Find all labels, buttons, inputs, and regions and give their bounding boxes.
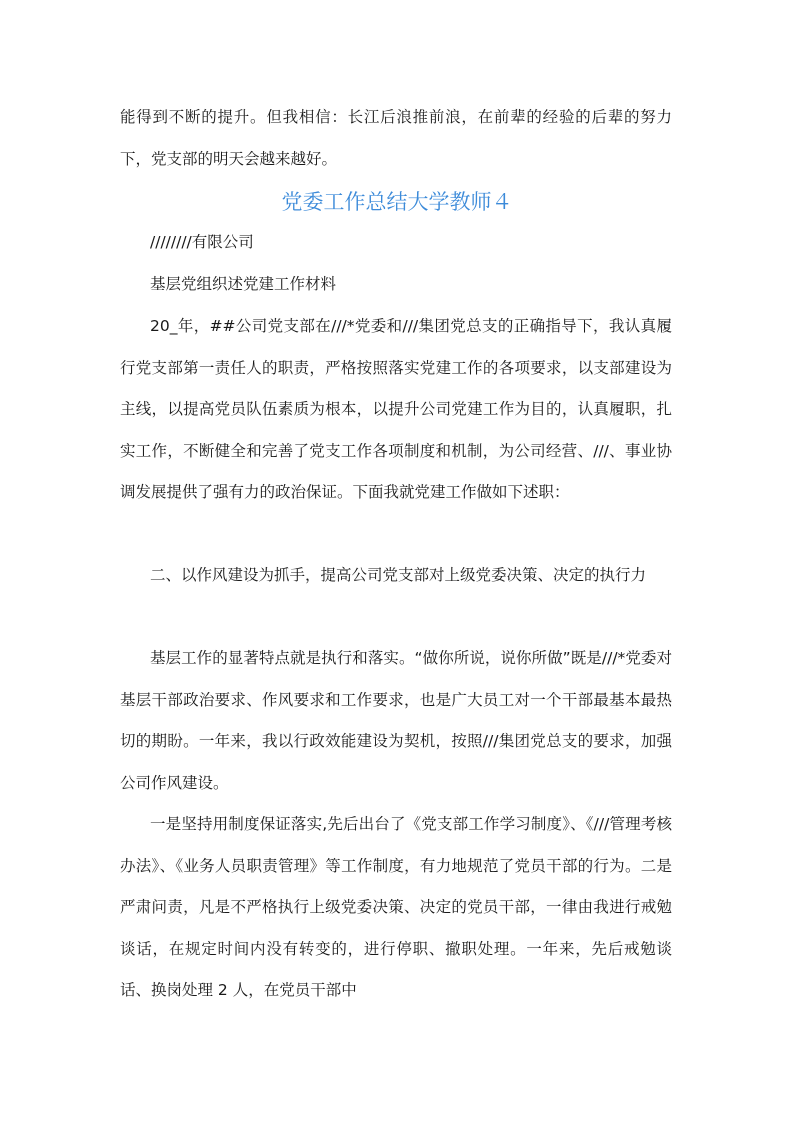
company-line: ////////有限公司 — [150, 233, 254, 251]
document-title: 党委工作总结大学教师４ — [281, 190, 513, 214]
paragraph-3: 一是坚持用制度保证落实,先后出台了《党支部工作学习制度》、《///管理考核办法》、《业务人员职责管理》等工作制度，有力地规范了党员干部的行为。二是严肃问责，凡是不严格执行上级党委决策、决定的党员干部，一律由我进行戒勉谈话，在规定时间内没有转变的，进行停职、撤职处理。一年来，先后戒勉谈话、换岗处理 2 人，在党员干部中 — [120, 815, 672, 999]
paragraph-1: 20_年，##公司党支部在///*党委和///集团党总支的正确指导下，我认真履行党支部第一责任人的职责，严格按照落实党建工作的各项要求，以支部建设为主线，以提高党员队伍素质为根本，以提升公司党建工作为目的，认真履职，扎实工作，不断健全和完善了党支工作各项制度和机制，为公司经营、///、事业协调发展提供了强有力的政治保证。下面我就党建工作做如下述职： — [120, 317, 672, 501]
intro-paragraph: 能得到不断的提升。但我相信：长江后浪推前浪，在前辈的经验的后辈的努力下，党支部的明天会越来越好。 — [120, 108, 672, 168]
section-heading: 二、以作风建设为抓手，提高公司党支部对上级党委决策、决定的执行力 — [150, 566, 647, 584]
paragraph-2: 基层工作的显著特点就是执行和落实。“做你所说，说你所做”既是///*党委对基层干部政治要求、作风要求和工作要求，也是广大员工对一个干部最基本最热切的期盼。一年来，我以行政效能建设为契机，按照///集团党总支的要求，加强公司作风建设。 — [120, 649, 672, 792]
subtitle-line: 基层党组织述党建工作材料 — [150, 275, 337, 293]
